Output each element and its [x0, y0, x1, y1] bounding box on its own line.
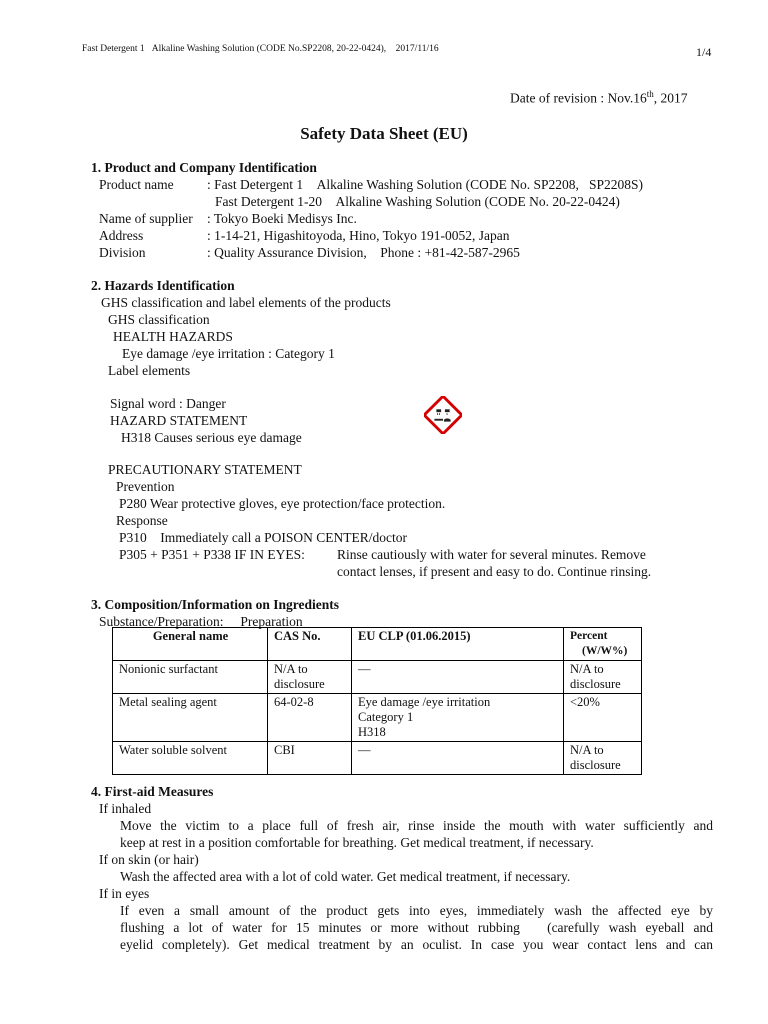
inhaled-line-1: Move the victim to a place full of fresh air, rinse inside the mouth with water sufficiently and: [120, 818, 713, 833]
section-2-heading: 2. Hazards Identification: [91, 278, 235, 293]
cell-clp-line-1: Eye damage /eye irritation: [358, 695, 491, 709]
precautionary-statement-title: PRECAUTIONARY STATEMENT: [108, 462, 302, 477]
eyes-line-1: If even a small amount of the product gets into eyes, immediately wash the affected eye by: [120, 903, 713, 918]
revision-prefix: Date of revision : Nov.16: [510, 90, 647, 106]
substance-preparation: Substance/Preparation: Preparation: [99, 614, 303, 629]
p305-line-1: Rinse cautiously with water for several minutes. Remove: [337, 547, 646, 562]
revision-date: [510, 86, 688, 107]
if-in-eyes-label: If in eyes: [99, 886, 150, 901]
cell-clp: [352, 694, 564, 742]
col-percent: [564, 628, 642, 661]
cell-percent: N/A to disclosure: [564, 742, 642, 775]
composition-table: [112, 627, 642, 775]
cell-clp-line-3: H318: [358, 725, 386, 739]
col-percent-line-2: (W/W%): [582, 645, 628, 657]
cell-name: Metal sealing agent: [113, 694, 268, 742]
p305-line-2: contact lenses, if present and easy to do. Continue rinsing.: [337, 564, 652, 579]
revision-suffix: , 2017: [653, 90, 688, 106]
health-hazards: HEALTH HAZARDS: [113, 329, 233, 344]
product-name-value-2: Fast Detergent 1-20 Alkaline Washing Solution (CODE No. 20-22-0424): [215, 194, 620, 209]
section-3-heading: 3. Composition/Information on Ingredients: [91, 597, 340, 612]
page-number: 1/4: [696, 45, 712, 59]
table-row: [113, 742, 642, 775]
label-elements: Label elements: [108, 363, 191, 378]
supplier-label: Name of supplier: [99, 211, 193, 226]
cell-clp: [352, 661, 564, 694]
section-1-heading: 1. Product and Company Identification: [91, 160, 317, 175]
product-name-value: : Fast Detergent 1 Alkaline Washing Solution (CODE No. SP2208, SP2208S): [207, 177, 644, 192]
cell-clp-line-1: —: [358, 662, 371, 676]
document-title: Safety Data Sheet (EU): [300, 124, 468, 143]
if-inhaled-label: If inhaled: [99, 801, 152, 816]
table-header-row: [113, 628, 642, 661]
cell-cas: CBI: [268, 742, 352, 775]
prevention-label: Prevention: [116, 479, 175, 494]
table-row: [113, 694, 642, 742]
division-value: : Quality Assurance Division, Phone : +81-42-587-2965: [207, 245, 520, 260]
if-on-skin-label: If on skin (or hair): [99, 852, 199, 867]
product-name-label: Product name: [99, 177, 174, 192]
signal-word: Signal word : Danger: [110, 396, 226, 411]
ghs-title: GHS classification and label elements of the products: [101, 295, 391, 310]
hazard-statement-title: HAZARD STATEMENT: [110, 413, 248, 428]
cell-name: Nonionic surfactant: [113, 661, 268, 694]
ghs-classification: GHS classification: [108, 312, 210, 327]
h318-statement: H318 Causes serious eye damage: [121, 430, 302, 445]
address-label: Address: [99, 228, 144, 243]
col-general-name: General name: [113, 628, 268, 661]
revision-sup: th: [646, 89, 654, 99]
cell-cas: 64-02-8: [268, 694, 352, 742]
division-label: Division: [99, 245, 146, 260]
cell-percent: <20%: [564, 694, 642, 742]
cell-percent: N/A to disclosure: [564, 661, 642, 694]
supplier-value: : Tokyo Boeki Medisys Inc.: [207, 211, 357, 226]
cell-name: Water soluble solvent: [113, 742, 268, 775]
col-cas-no: CAS No.: [268, 628, 352, 661]
cell-clp-line-1: —: [358, 743, 371, 757]
p305-prefix: P305 + P351 + P338 IF IN EYES:: [119, 547, 305, 562]
col-eu-clp: EU CLP (01.06.2015): [352, 628, 564, 661]
eyes-line-2: flushing a lot of water for 15 minutes or more without rubbing (carefully wash eyeball and: [120, 920, 713, 935]
table-row: [113, 661, 642, 694]
skin-line-1: Wash the affected area with a lot of cold water. Get medical treatment, if necessary.: [120, 869, 571, 884]
cell-clp-line-2: Category 1: [358, 710, 414, 724]
eye-damage-category: Eye damage /eye irritation : Category 1: [122, 346, 335, 361]
inhaled-line-2: keep at rest in a position comfortable for breathing. Get medical treatment, if necessary.: [120, 835, 594, 850]
section-4-heading: 4. First-aid Measures: [91, 784, 214, 799]
cell-clp: [352, 742, 564, 775]
col-percent-line-1: Percent: [570, 630, 608, 642]
p310-statement: P310 Immediately call a POISON CENTER/doctor: [119, 530, 407, 545]
cell-cas: N/A to disclosure: [268, 661, 352, 694]
running-header: Fast Detergent 1 Alkaline Washing Solution (CODE No.SP2208, 20-22-0424), 2017/11/16: [82, 44, 439, 54]
response-label: Response: [116, 513, 168, 528]
address-value: : 1-14-21, Higashitoyoda, Hino, Tokyo 191-0052, Japan: [207, 228, 510, 243]
eyes-line-3: eyelid completely). Get medical treatment by an oculist. In case you wear contact lens and can: [120, 937, 713, 952]
p280-statement: P280 Wear protective gloves, eye protection/face protection.: [119, 496, 446, 511]
corrosion-pictogram-icon: [424, 396, 462, 434]
